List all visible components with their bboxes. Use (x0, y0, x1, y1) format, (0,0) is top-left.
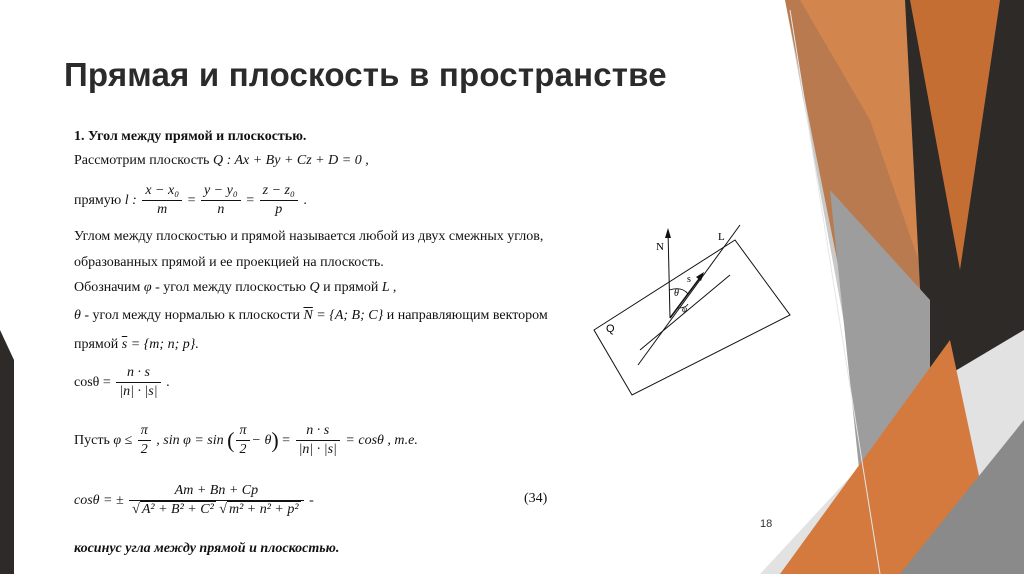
definition-line-1: Углом между плоскостью и прямой называется любой из двух смежных углов, (74, 229, 544, 244)
line-l (638, 225, 740, 365)
label-n: N (656, 241, 664, 253)
main-formula: cosθ = ± $\frac{Am + Bn + Cp}{\text{√ A² + B² + C² √ m² + n² + p²}}$ - (74, 482, 314, 519)
label-s: s (687, 274, 691, 285)
cos-theta-line: cosθ = $\frac{n \cdot s}{|n| \cdot |s|}$ . (74, 364, 170, 401)
formula-label: (34) (524, 491, 548, 506)
plane-line (74, 152, 369, 170)
fraction-x: $\frac{\text{x − x₀}}{m}$ (142, 182, 182, 219)
fraction-z: $\frac{\text{z − z₀}}{p}$ (260, 182, 298, 219)
line-plane-diagram (590, 220, 805, 400)
plane-q-outline (594, 240, 790, 395)
slide-title: Прямая и плоскость в пространстве (64, 56, 667, 93)
normal-vector (668, 230, 670, 318)
line-prefix: l : (124, 192, 137, 208)
denote-line: Обозначим φ - угол между плоскостью Q и прямой L , (74, 280, 397, 295)
cos-fraction: $\frac{n \cdot s}{|n| \cdot |s|}$ (116, 364, 160, 401)
label-q: Q (606, 323, 615, 335)
label-phi: φ (682, 304, 687, 314)
plane-equation: Q : Ax + By + Cz + D = 0 , (212, 153, 369, 168)
direction-vector-line: прямой $\overline{s} = \{m$; n; p}. (74, 337, 199, 352)
normal-arrow-head (665, 228, 671, 238)
theta-line: θ - угол между нормалью к плоскости $\overline{N} = \{A$; B; C} и направляющим вектором (74, 308, 548, 323)
label-theta: θ (674, 288, 679, 299)
line-intro: прямую (74, 192, 122, 208)
formula-fraction: $\frac{Am + Bn + Cp}{\text{√ A² + B² + C² √ m² + n² + p²}}$ (129, 482, 303, 519)
conclusion: косинус угла между прямой и плоскостью. (74, 541, 340, 556)
line-equation-row: прямую l : $\frac{\text{x − x₀}}{m}$ = $\frac{\text{y − y₀}}{n}$ = $\frac{\text{z − z₀}}{p}$ . (74, 182, 307, 219)
label-l: L (718, 231, 725, 243)
definition-line-2: образованных прямой и ее проекцией на плоскость. (74, 255, 384, 270)
let-line: Пусть φ ≤ $\frac{\pi}{2}$ , sin φ = sin ( $\frac{\pi}{2}$ − θ) = $\frac{n \cdot s}{|n| \cdot |s|}$ = cosθ , т.е. (74, 423, 418, 458)
fraction-y: $\frac{\text{y − y₀}}{n}$ (201, 182, 241, 219)
plane-intro: Рассмотрим плоскость (74, 153, 210, 168)
page-number: 18 (760, 518, 773, 530)
section-heading: 1. Угол между прямой и плоскостью. (74, 129, 307, 144)
